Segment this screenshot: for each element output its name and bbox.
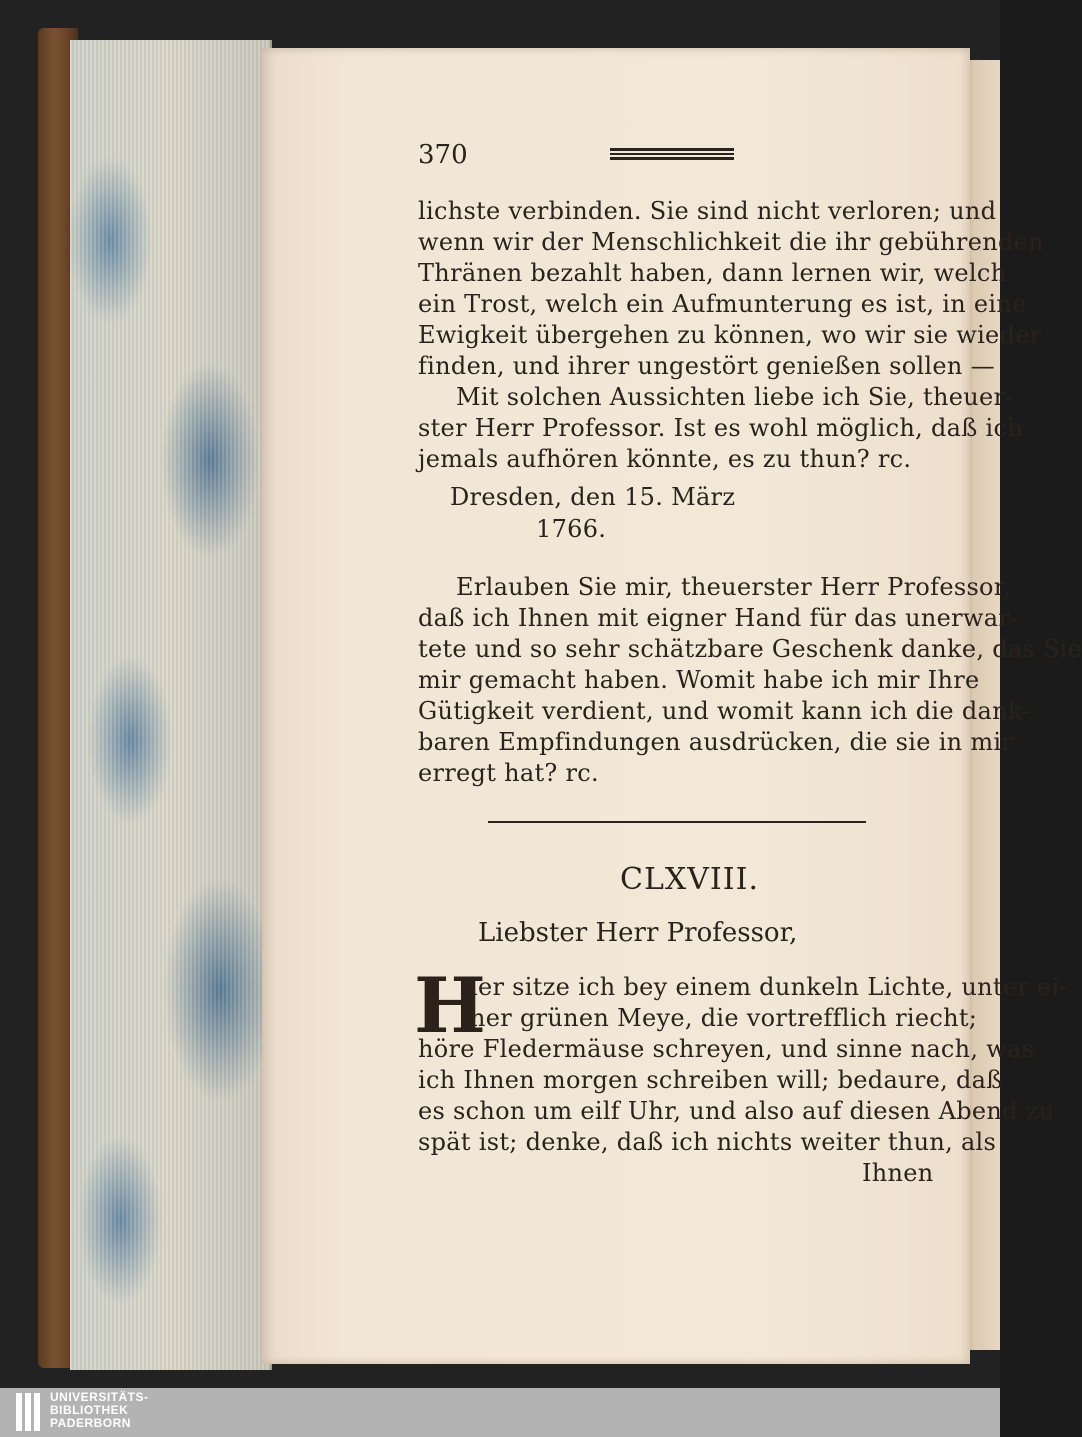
text-line: spät ist; denke, daß ich nichts weiter thun, als — [418, 1128, 997, 1156]
text-line: Erlauben Sie mir, theuerster Herr Professor, — [456, 573, 1011, 601]
text-line: lichste verbinden. Sie sind nicht verloren; und — [418, 197, 997, 225]
text-line: ich Ihnen morgen schreiben will; bedaure, daß — [418, 1066, 1003, 1094]
text-line: finden, und ihrer ungestört genießen sollen — — [418, 352, 995, 380]
text-line: jemals aufhören könnte, es zu thun? rc. — [418, 445, 912, 473]
catchword: Ihnen — [862, 1159, 934, 1187]
library-logo-icon — [16, 1393, 42, 1431]
text-line: wenn wir der Menschlichkeit die ihr gebührenden — [418, 228, 1044, 256]
text-line: erregt hat? rc. — [418, 759, 599, 787]
drop-cap: H — [414, 961, 486, 1050]
text-line: es schon um eilf Uhr, und also auf diesen Abend zu — [418, 1097, 1055, 1125]
text-line: baren Empfindungen ausdrücken, die sie in mir — [418, 728, 1014, 756]
logo-line: BIBLIOTHEK — [50, 1403, 129, 1417]
text-line: ner grünen Meye, die vortrefflich riecht; — [470, 1004, 978, 1032]
text-line: ein Trost, welch ein Aufmunterung es ist, in eine — [418, 290, 1027, 318]
text-line: Thränen bezahlt haben, dann lernen wir, welch — [418, 259, 1007, 287]
text-line: Ewigkeit übergehen zu können, wo wir sie wieder — [418, 321, 1042, 349]
text-line: Gütigkeit verdient, und womit kann ich die dank- — [418, 697, 1031, 725]
text-line: Mit solchen Aussichten liebe ich Sie, theuer- — [456, 383, 1014, 411]
logo-line: UNIVERSITÄTS- — [50, 1390, 149, 1404]
text-line: mir gemacht haben. Womit habe ich mir Ihre — [418, 666, 980, 694]
logo-line: PADERBORN — [50, 1416, 131, 1430]
section-divider — [488, 821, 866, 823]
library-logo-text — [50, 1391, 149, 1430]
salutation: Liebster Herr Professor, — [478, 918, 798, 948]
text-line: tete und so sehr schätzbare Geschenk danke, das Sie — [418, 635, 1082, 663]
text-line: ster Herr Professor. Ist es wohl möglich, daß ich — [418, 414, 1023, 442]
text-line: daß ich Ihnen mit eigner Hand für das unerwar- — [418, 604, 1019, 632]
letter-year: 1766. — [536, 515, 607, 543]
marbled-page-edges — [70, 40, 272, 1370]
letter-place-date: Dresden, den 15. März — [450, 483, 736, 511]
letter-number-heading: CLXVIII. — [620, 862, 759, 897]
page-number: 370 — [418, 140, 468, 170]
text-line: ier sitze ich bey einem dunkeln Lichte, unter ei- — [470, 973, 1068, 1001]
library-footer-bar — [0, 1388, 1000, 1437]
text-line: höre Fledermäuse schreyen, und sinne nach, was — [418, 1035, 1035, 1063]
header-ornament-rule — [610, 148, 734, 160]
